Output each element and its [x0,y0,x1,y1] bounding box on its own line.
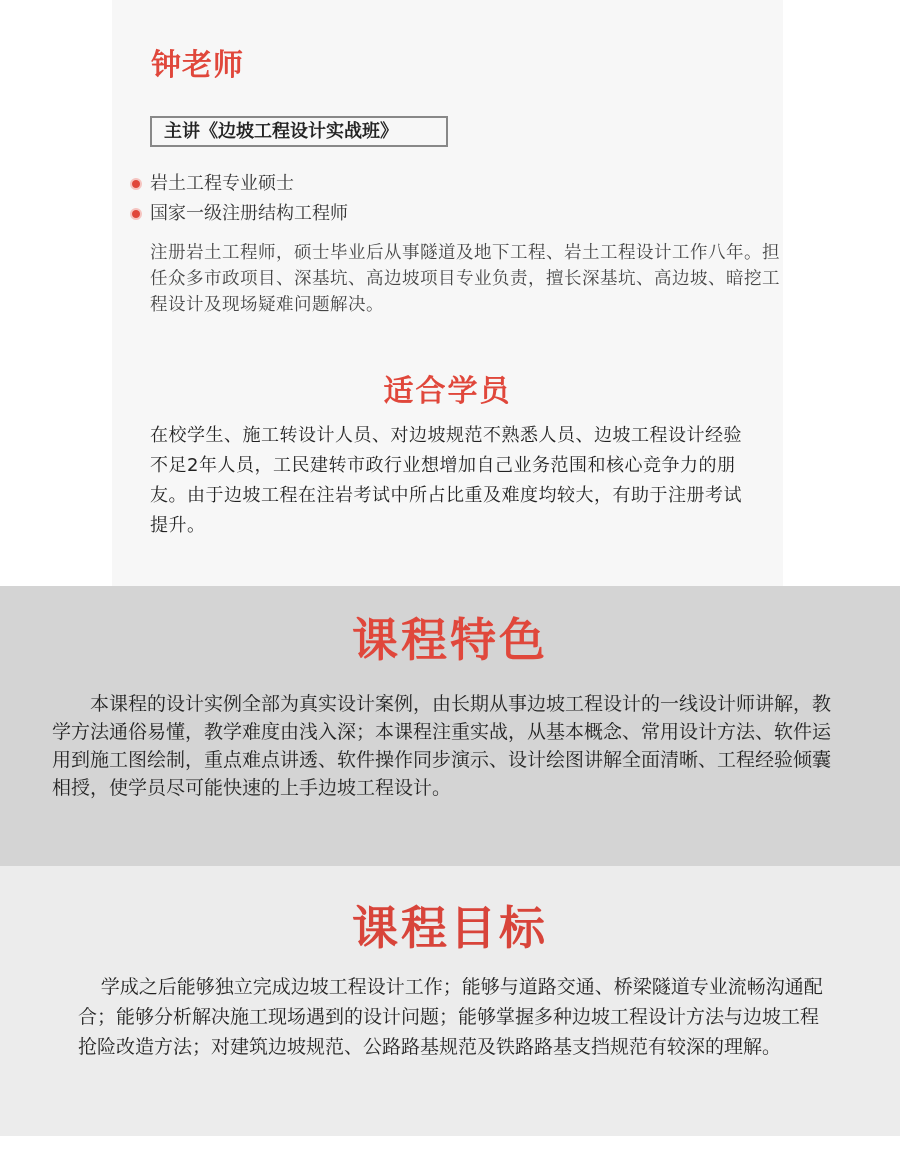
bullet-dot-icon [132,210,140,218]
credential-text: 岩土工程专业硕士 [150,173,294,194]
teacher-bio: 注册岩土工程师，硕士毕业后从事隧道及地下工程、岩土工程设计工作八年。担任众多市政项目、深基坑、高边坡项目专业负责，擅长深基坑、高边坡、暗挖工程设计及现场疑难问题解决。 [150,243,780,315]
goals-text: 学成之后能够独立完成边坡工程设计工作；能够与道路交通、桥梁隧道专业流畅沟通配合；能够分析解决施工现场遇到的设计问题；能够掌握多种边坡工程设计方法与边坡工程抢险改造方法；对建筑边坡规范、公路路基规范及铁路路基支挡规范有较深的理解。 [78,976,823,1058]
students-text: 在校学生、施工转设计人员、对边坡规范不熟悉人员、边坡工程设计经验不足2年人员，工民建转市政行业想增加自己业务范围和核心竞争力的朋友。由于边坡工程在注岩考试中所占比重及难度均较大，有助于注册考试提升。 [150,425,742,536]
course-label-box: 主讲《边坡工程设计实战班》 [150,116,448,147]
teacher-card [112,0,783,586]
features-text: 本课程的设计实例全部为真实设计案例，由长期从事边坡工程设计的一线设计师讲解，教学方法通俗易懂，教学难度由浅入深；本课程注重实战，从基本概念、常用设计方法、软件运用到施工图绘制，重点难点讲透、软件操作同步演示、设计绘图讲解全面清晰、工程经验倾囊相授，使学员尽可能快速的上手边坡工程设计。 [52,693,832,799]
credential-text: 国家一级注册结构工程师 [150,203,348,224]
teacher-name: 钟老师 [151,48,244,83]
students-title: 适合学员 [383,374,512,409]
bullet-dot-icon [132,180,140,188]
features-title: 课程特色 [352,613,548,667]
goals-title: 课程目标 [352,901,548,955]
